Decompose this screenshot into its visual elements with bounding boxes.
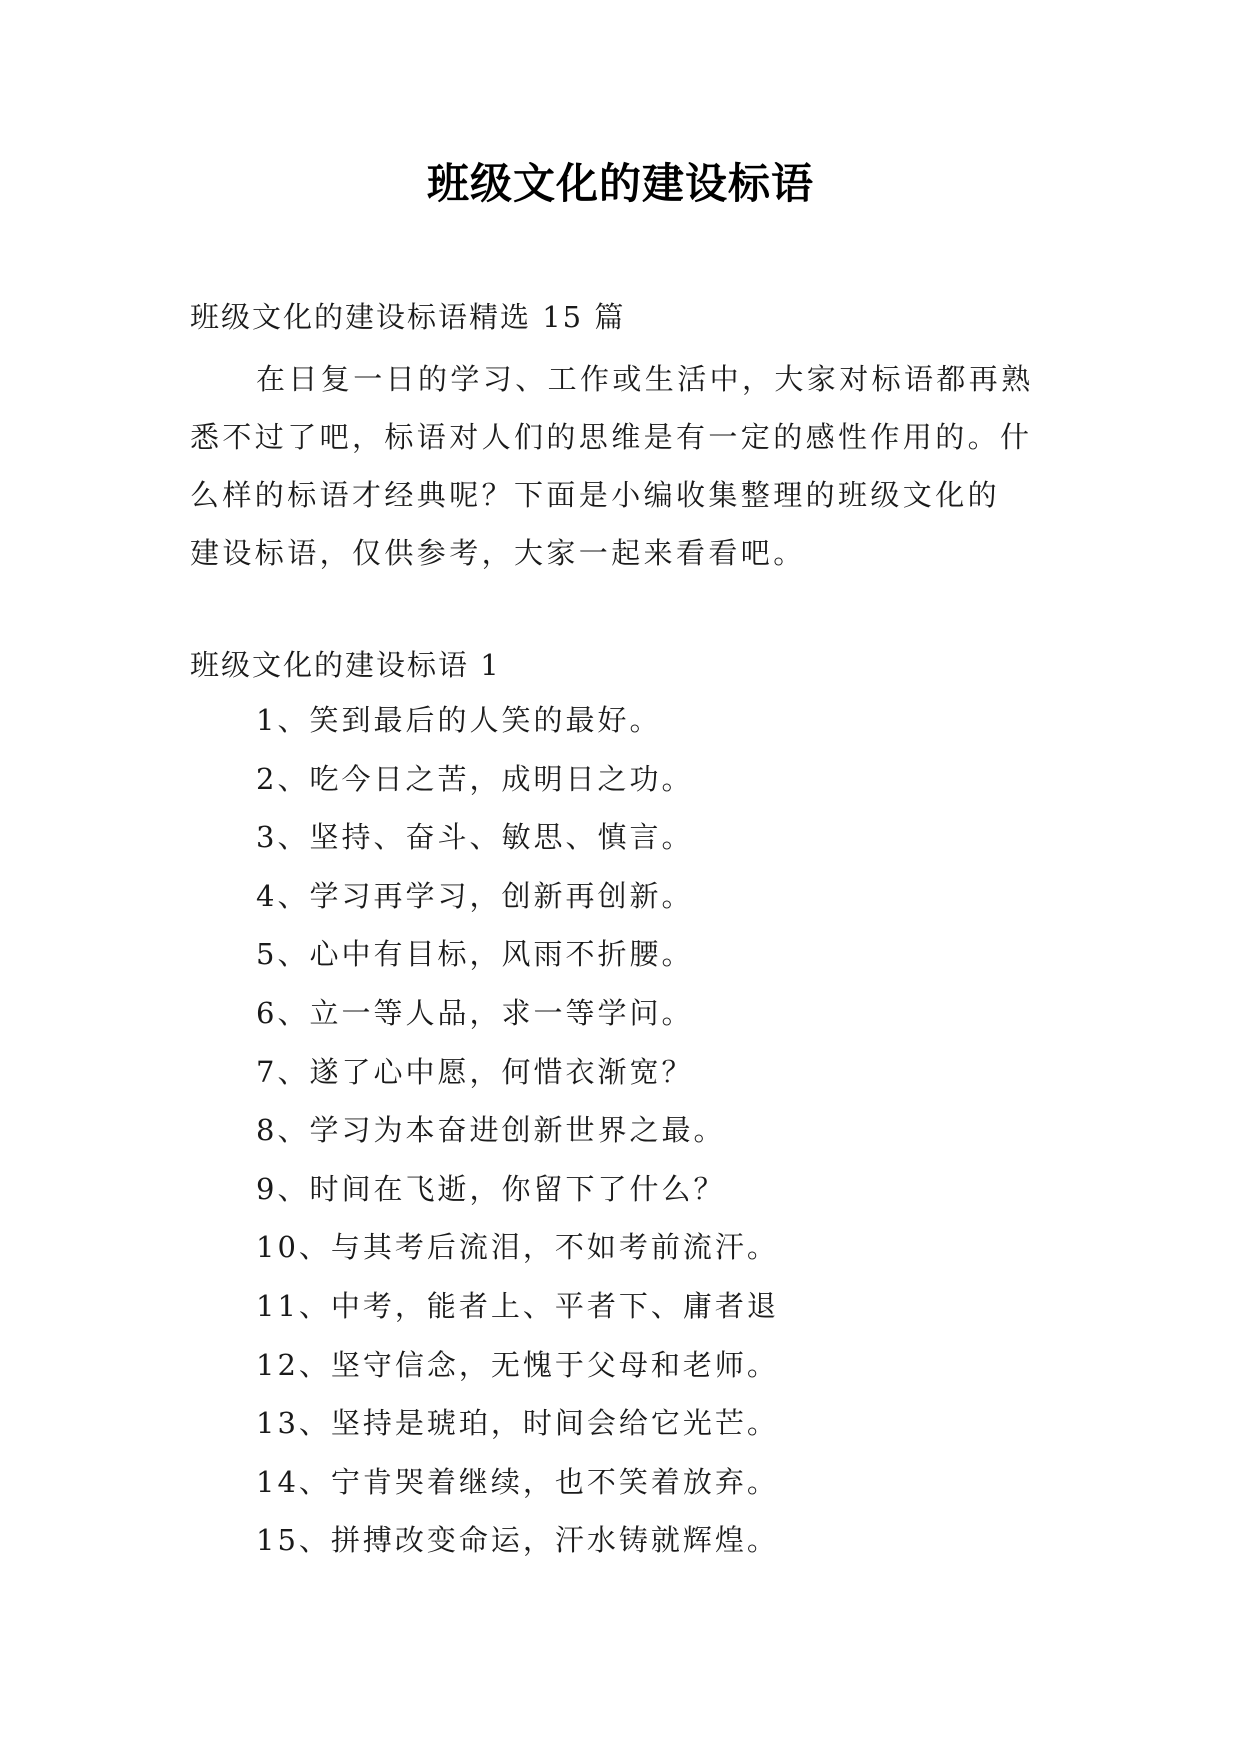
slogan-item: 7、遂了心中愿，何惜衣渐宽？ [256, 1054, 694, 1089]
slogan-item: 8、学习为本奋进创新世界之最。 [256, 1113, 726, 1148]
slogan-list [256, 700, 779, 1579]
document-subtitle: 班级文化的建设标语精选 15 篇 [190, 300, 626, 334]
intro-line: 在日复一日的学习、工作或生活中，大家对标语都再熟 [256, 362, 1034, 396]
slogan-item: 6、立一等人品，求一等学问。 [256, 995, 694, 1030]
slogan-item: 11、中考，能者上、平者下、庸者退 [256, 1288, 779, 1323]
slogan-item: 15、拼搏改变命运，汗水铸就辉煌。 [256, 1523, 779, 1558]
intro-paragraph [190, 350, 1050, 582]
slogan-item: 5、心中有目标，风雨不折腰。 [256, 937, 694, 972]
intro-line: 悉不过了吧，标语对人们的思维是有一定的感性作用的。什 [190, 420, 1033, 454]
intro-line: 么样的标语才经典呢？下面是小编收集整理的班级文化的 [190, 478, 1001, 512]
intro-line: 建设标语，仅供参考，大家一起来看看吧。 [190, 536, 806, 570]
slogan-item: 9、时间在飞逝，你留下了什么？ [256, 1171, 726, 1206]
slogan-item: 1、笑到最后的人笑的最好。 [256, 703, 662, 737]
slogan-item: 3、坚持、奋斗、敏思、慎言。 [256, 820, 694, 855]
slogan-item: 13、坚持是琥珀，时间会给它光芒。 [256, 1406, 779, 1441]
slogan-item: 2、吃今日之苦，成明日之功。 [256, 761, 694, 796]
slogan-item: 12、坚守信念，无愧于父母和老师。 [256, 1347, 779, 1382]
slogan-item: 4、学习再学习，创新再创新。 [256, 878, 694, 913]
slogan-item: 14、宁肯哭着继续，也不笑着放弃。 [256, 1464, 779, 1499]
page-title: 班级文化的建设标语 [426, 159, 814, 208]
slogan-item: 10、与其考后流泪，不如考前流汗。 [256, 1230, 779, 1265]
section-heading: 班级文化的建设标语 1 [190, 648, 501, 682]
